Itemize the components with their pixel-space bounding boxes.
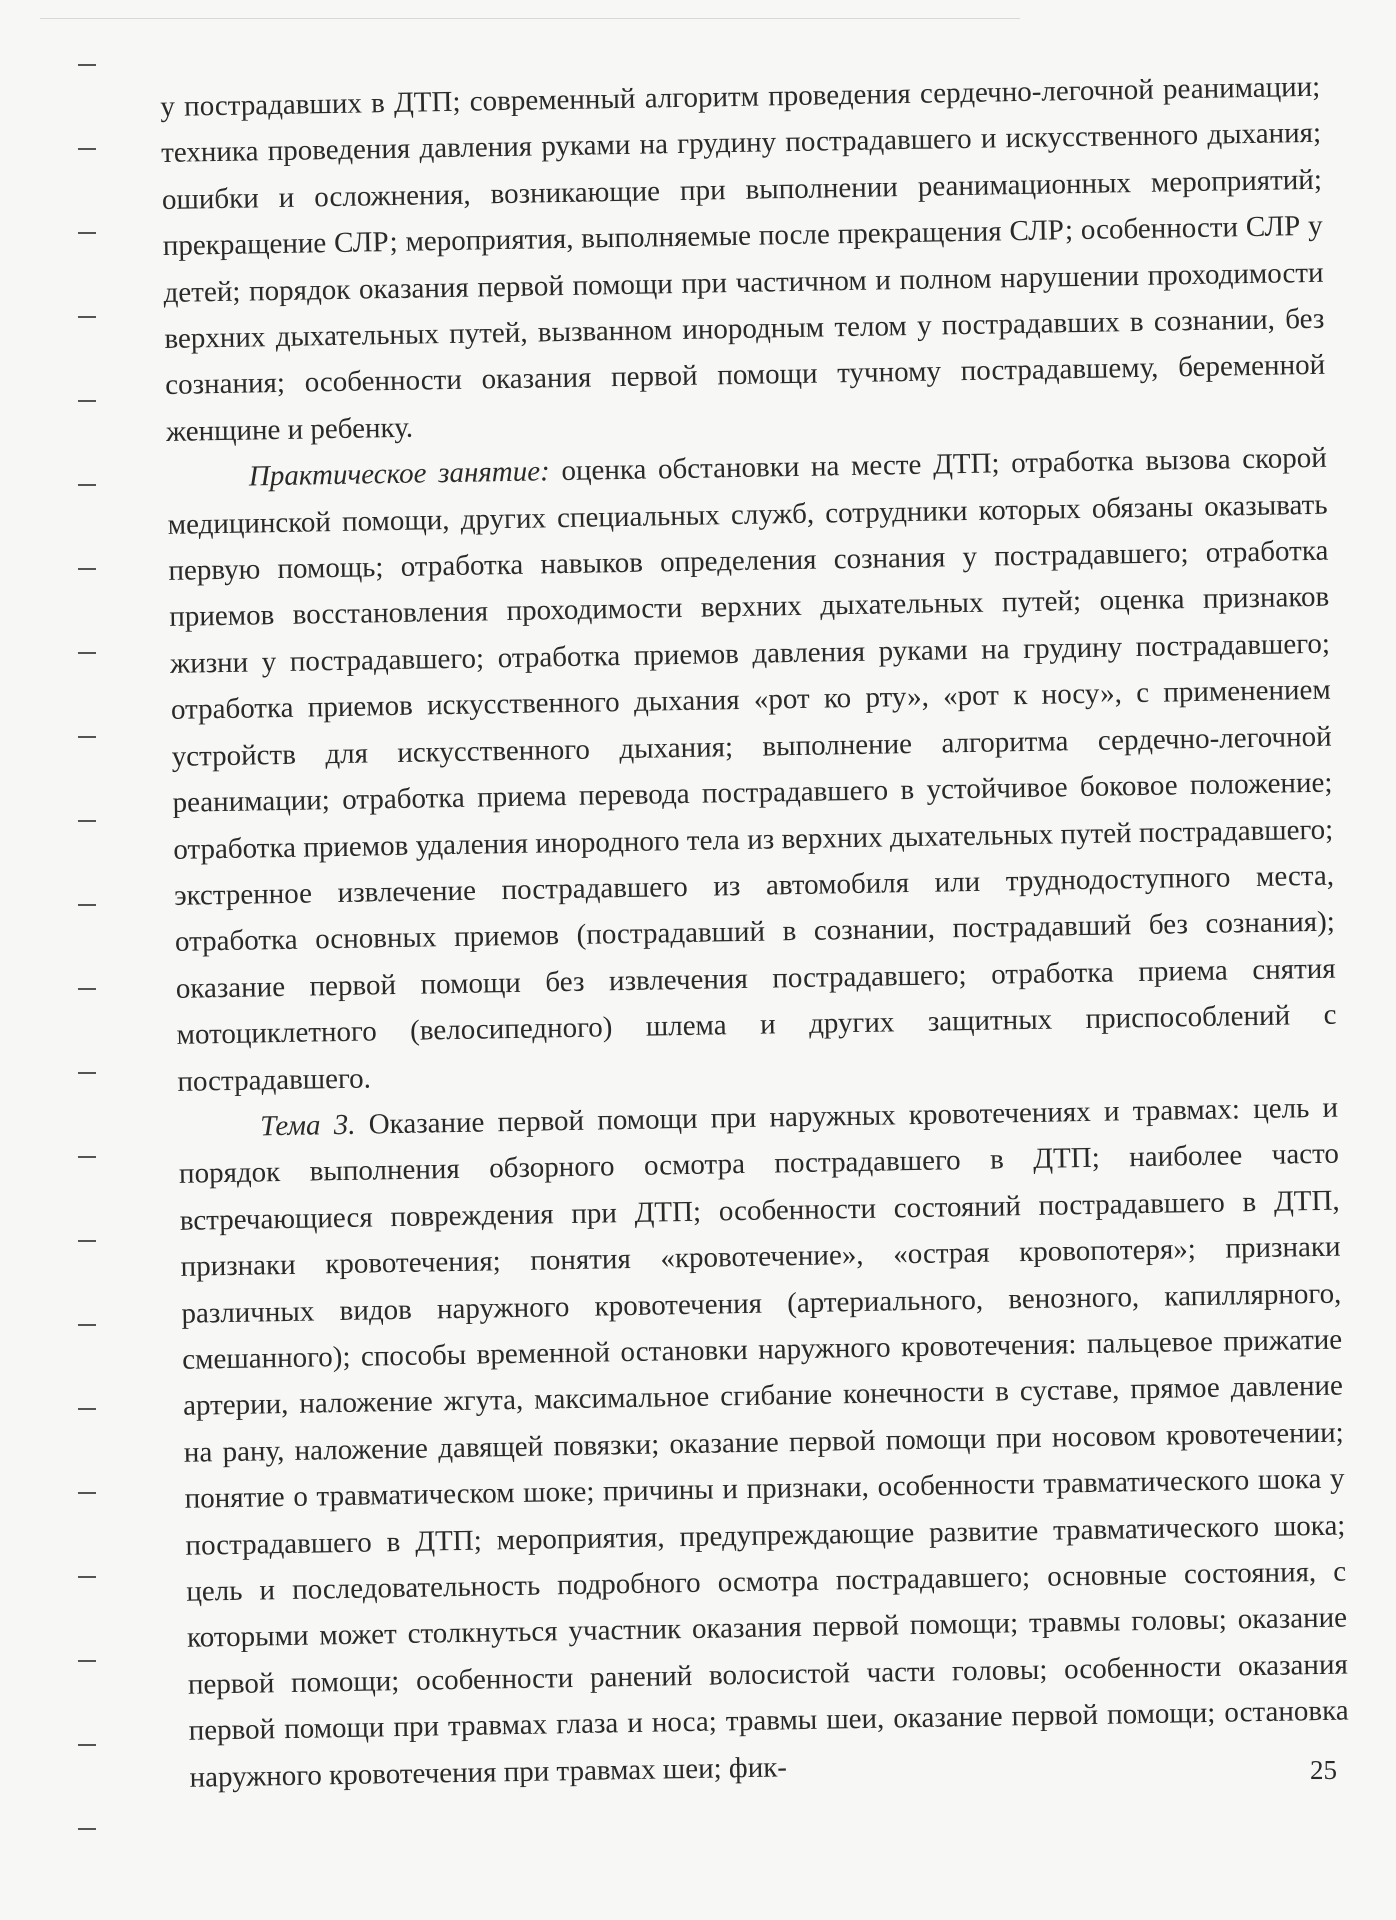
margin-tick — [78, 400, 96, 402]
margin-tick — [78, 1324, 96, 1326]
paragraph-topic-3 — [178, 1085, 1350, 1801]
margin-tick — [78, 232, 96, 234]
paragraph-lead: Практическое занятие: — [248, 455, 551, 493]
paragraph-lead: Тема 3. — [259, 1108, 356, 1143]
margin-tick — [78, 1576, 96, 1578]
margin-tick — [78, 568, 96, 570]
margin-tick — [78, 1660, 96, 1662]
margin-tick — [78, 820, 96, 822]
margin-tick — [78, 1828, 96, 1830]
margin-tick — [78, 1072, 96, 1074]
margin-tick — [78, 148, 96, 150]
margin-tick — [78, 736, 96, 738]
margin-tick — [78, 316, 96, 318]
margin-tick — [78, 1744, 96, 1746]
margin-tick — [78, 1408, 96, 1410]
paragraph-text: оценка обстановки на месте ДТП; отработка вызова скорой медицинской помощи, других специальных служб, сотрудники которых обязаны оказывать первую помощь; отработка навыков определения сознания у пострадавшего; отработка приемов восстановления проходимости верхних дыхательных путей; оценка признаков жизни у пострадавшего; отработка приемов давления руками на грудину пострадавшего; отработка приемов искусственного дыхания «рот ко рту», «рот к носу», с применением устройств для искусственного дыхания; выполнение алгоритма сердечно-легочной реанимации; отработка приема перевода пострадавшего в устойчивое боковое положение; отработка приемов удаления инородного тела из верхних дыхательных путей пострадавшего; экстренное извлечение пострадавшего из автомобиля или труднодоступного места, отработка основных приемов (пострадавший в сознании, пострадавший без сознания); оказание первой помощи без извлечения пострадавшего; отработка приема снятия мотоциклетного (велосипедного) шлема и других защитных приспособлений с пострадавшего. — [167, 441, 1337, 1098]
top-edge-line — [40, 18, 1020, 19]
margin-tick — [78, 1240, 96, 1242]
margin-tick — [78, 484, 96, 486]
body-text — [160, 64, 1350, 1801]
margin-tick — [78, 988, 96, 990]
margin-tick — [78, 1156, 96, 1158]
margin-tick — [78, 652, 96, 654]
paragraph-text: Оказание первой помощи при наружных кровотечениях и травмах: цель и порядок выполнения обзорного осмотра пострадавшего в ДТП; наиболее часто встречающиеся повреждения при ДТП; особенности состояний пострадавшего в ДТП, признаки кровотечения; понятия «кровотечение», «острая кровопотеря»; признаки различных видов наружного кровотечения (артериального, венозного, капиллярного, смешанного); способы временной остановки наружного кровотечения: пальцевое прижатие артерии, наложение жгута, максимальное сгибание конечности в суставе, прямое давление на рану, наложение давящей повязки; оказание первой помощи при носовом кровотечении; понятие о травматическом шоке; причины и признаки, особенности травматического шока у пострадавшего в ДТП; мероприятия, предупреждающие развитие травматического шока; цель и последовательность подробного осмотра пострадавшего; основные состояния, с которыми может столкнуться участник оказания первой помощи; травмы головы; оказание первой помощи; особенности ранений волосистой части головы; особенности оказания первой помощи при травмах глаза и носа; травмы шеи, оказание первой помощи; остановка наружного кровотечения при травмах шеи; фик- — [178, 1091, 1349, 1794]
page-number: 25 — [1310, 1755, 1337, 1785]
paragraph-continuation — [160, 64, 1326, 455]
margin-tick — [78, 64, 96, 66]
margin-tick — [78, 904, 96, 906]
paragraph-practical-lesson — [166, 435, 1337, 1105]
paragraph-text: у пострадавших в ДТП; современный алгоритм проведения сердечно-легочной реанимации; техника проведения давления руками на грудину пострадавшего и искусственного дыхания; ошибки и осложнения, возникающие при выполнении реанимационных мероприятий; прекращение СЛР; мероприятия, выполняемые после прекращения СЛР; особенности СЛР у детей; порядок оказания первой помощи при частичном и полном нарушении проходимости верхних дыхательных путей, вызванном инородным телом у пострадавших в сознании, без сознания; особенности оказания первой помощи тучному пострадавшему, беременной женщине и ребенку. — [160, 70, 1326, 448]
margin-tick — [78, 1492, 96, 1494]
